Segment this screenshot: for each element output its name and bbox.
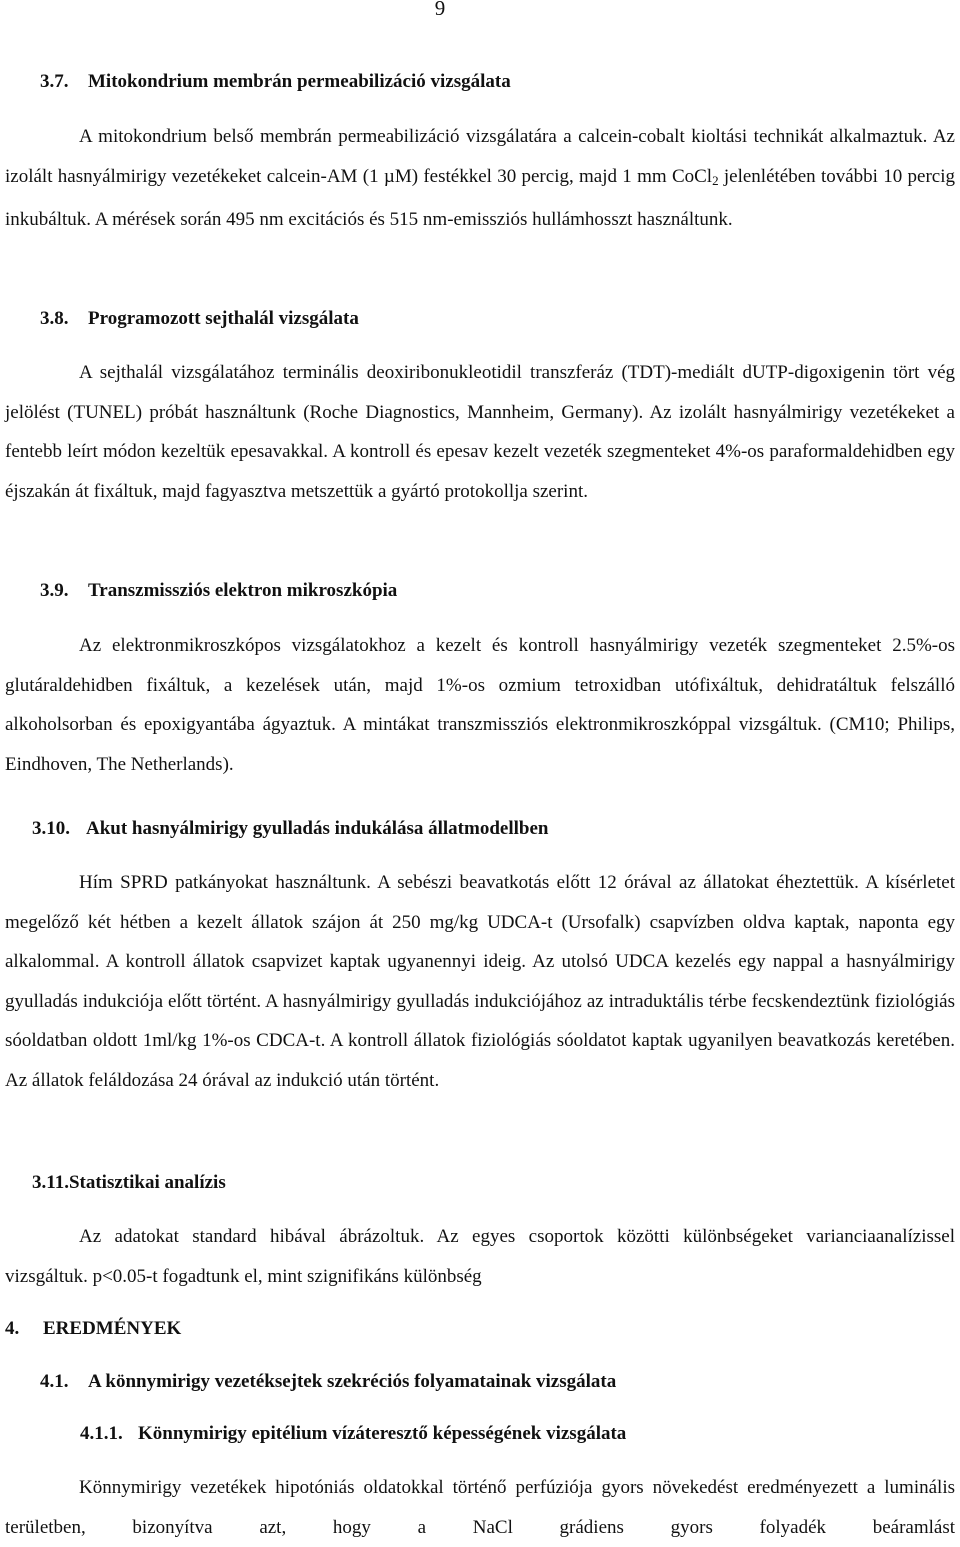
section-number: 4.1. [40,1371,69,1392]
section-title: Statisztikai analízis [68,1172,226,1193]
paragraph-text: Könnymirigy vezetékek hipotóniás oldatokkal történő perfúziója gyors növekedést eredményezett a luminális területben, bizonyítva azt, hogy a NaCl grádiens gyors folyadék beáramlást [5,1477,955,1538]
section-heading-4 [5,1318,181,1340]
section-number: 3.9. [40,580,69,601]
section-title: Transzmissziós elektron mikroszkópia [88,580,398,601]
section-heading-3-7 [40,71,511,93]
section-number: 4. [5,1318,20,1339]
paragraph-3-11 [5,1217,955,1296]
section-number: 3.10. [32,818,70,839]
section-title: Könnymirigy epitélium vízáteresztő képességének vizsgálata [138,1423,627,1444]
subscript: 2 [712,172,719,188]
section-title: Akut hasnyálmirigy gyulladás indukálása állatmodellben [86,818,549,839]
section-number: 3.11. [32,1172,69,1193]
paragraph-text: Hím SPRD patkányokat használtunk. A sebészi beavatkotás előtt 12 órával az állatokat éheztettük. A kísérletet megelőző két hétben a kezelt állatok szájon át 250 mg/kg UDCA-t (Ursofalk) csapvízben oldva kaptak, naponta egy alkalommal. A kontroll állatok csapvizet kaptak ugyanennyi ideig. Az utolsó UDCA kezelés egy nappal a hasnyálmirigy gyulladás indukciója előtt történt. A hasnyálmirigy gyulladás indukciójához az intraduktális térbe fecskendeztünk fiziológiás sóoldatban oldott 1ml/kg 1%-os CDCA-t. A kontroll állatok fiziológiás sóoldatot kaptak ugyanilyen beavatkozás keretében. Az állatok feláldozása 24 órával az indukció után történt. [5,872,955,1091]
paragraph-3-10 [5,863,955,1100]
section-heading-4-1 [40,1371,616,1393]
paragraph-3-9 [5,626,955,784]
paragraph-text: Az adatokat standard hibával ábrázoltuk. Az egyes csoportok közötti különbségeket varianciaanalízissel vizsgáltuk. p<0.05-t fogadtunk el, mint szignifikáns különbség [5,1226,955,1287]
section-number: 3.7. [40,71,69,92]
section-heading-4-1-1 [80,1423,626,1445]
paragraph-text-cont: jelenlétében további 10 percig inkubáltuk. A mérések során 495 nm excitációs és 515 nm-emissziós hullámhosszt használtunk. [5,165,955,230]
section-number: 4.1.1. [80,1423,123,1444]
page-number: 9 [434,0,446,20]
section-heading-3-11 [32,1172,226,1194]
paragraph-text: Az elektronmikroszkópos vizsgálatokhoz a kezelt és kontroll hasnyálmirigy vezeték szegmenteket 2.5%-os glutáraldehidben fixáltuk, a kezelések után, majd 1%-os ozmium tetroxidban utófixáltuk, dehidratáltuk felszálló alkoholsorban és epoxigyantába ágyaztuk. A mintákat transzmissziós elektronmikroszkóppal vizsgáltuk. (CM10; Philips, Eindhoven, The Netherlands). [5,635,955,775]
paragraph-text: A sejthalál vizsgálatához terminális deoxiribonukleotidil transzferáz (TDT)-mediált dUTP-digoxigenin tört vég jelölést (TUNEL) próbát használtunk (Roche Diagnostics, Mannheim, Germany). Az izolált hasnyálmirigy vezetékeket a fentebb leírt módon kezeltük epesavakkal. A kontroll és epesav kezelt vezeték szegmenteket 4%-os paraformaldehidben egy éjszakán át fixáltuk, majd fagyasztva metszettük a gyártó protokollja szerint. [5,362,955,502]
section-title: Programozott sejthalál vizsgálata [88,308,359,329]
section-title: EREDMÉNYEK [43,1318,182,1339]
section-title: A könnymirigy vezetéksejtek szekréciós folyamatainak vizsgálata [88,1371,617,1392]
section-heading-3-10 [32,818,548,840]
paragraph-text: A mitokondrium belső membrán permeabilizáció vizsgálatára a calcein-cobalt kioltási technikát alkalmaztuk. Az izolált hasnyálmirigy vezetékeket calcein-AM (1 µM) festékkel 30 percig, majd 1 mm CoCl [5,126,955,187]
section-heading-3-9 [40,580,397,602]
section-title: Mitokondrium membrán permeabilizáció vizsgálata [88,71,511,92]
paragraph-3-7 [5,117,955,240]
paragraph-4-1-1 [5,1468,955,1547]
section-heading-3-8 [40,308,359,330]
paragraph-3-8 [5,353,955,511]
section-number: 3.8. [40,308,69,329]
